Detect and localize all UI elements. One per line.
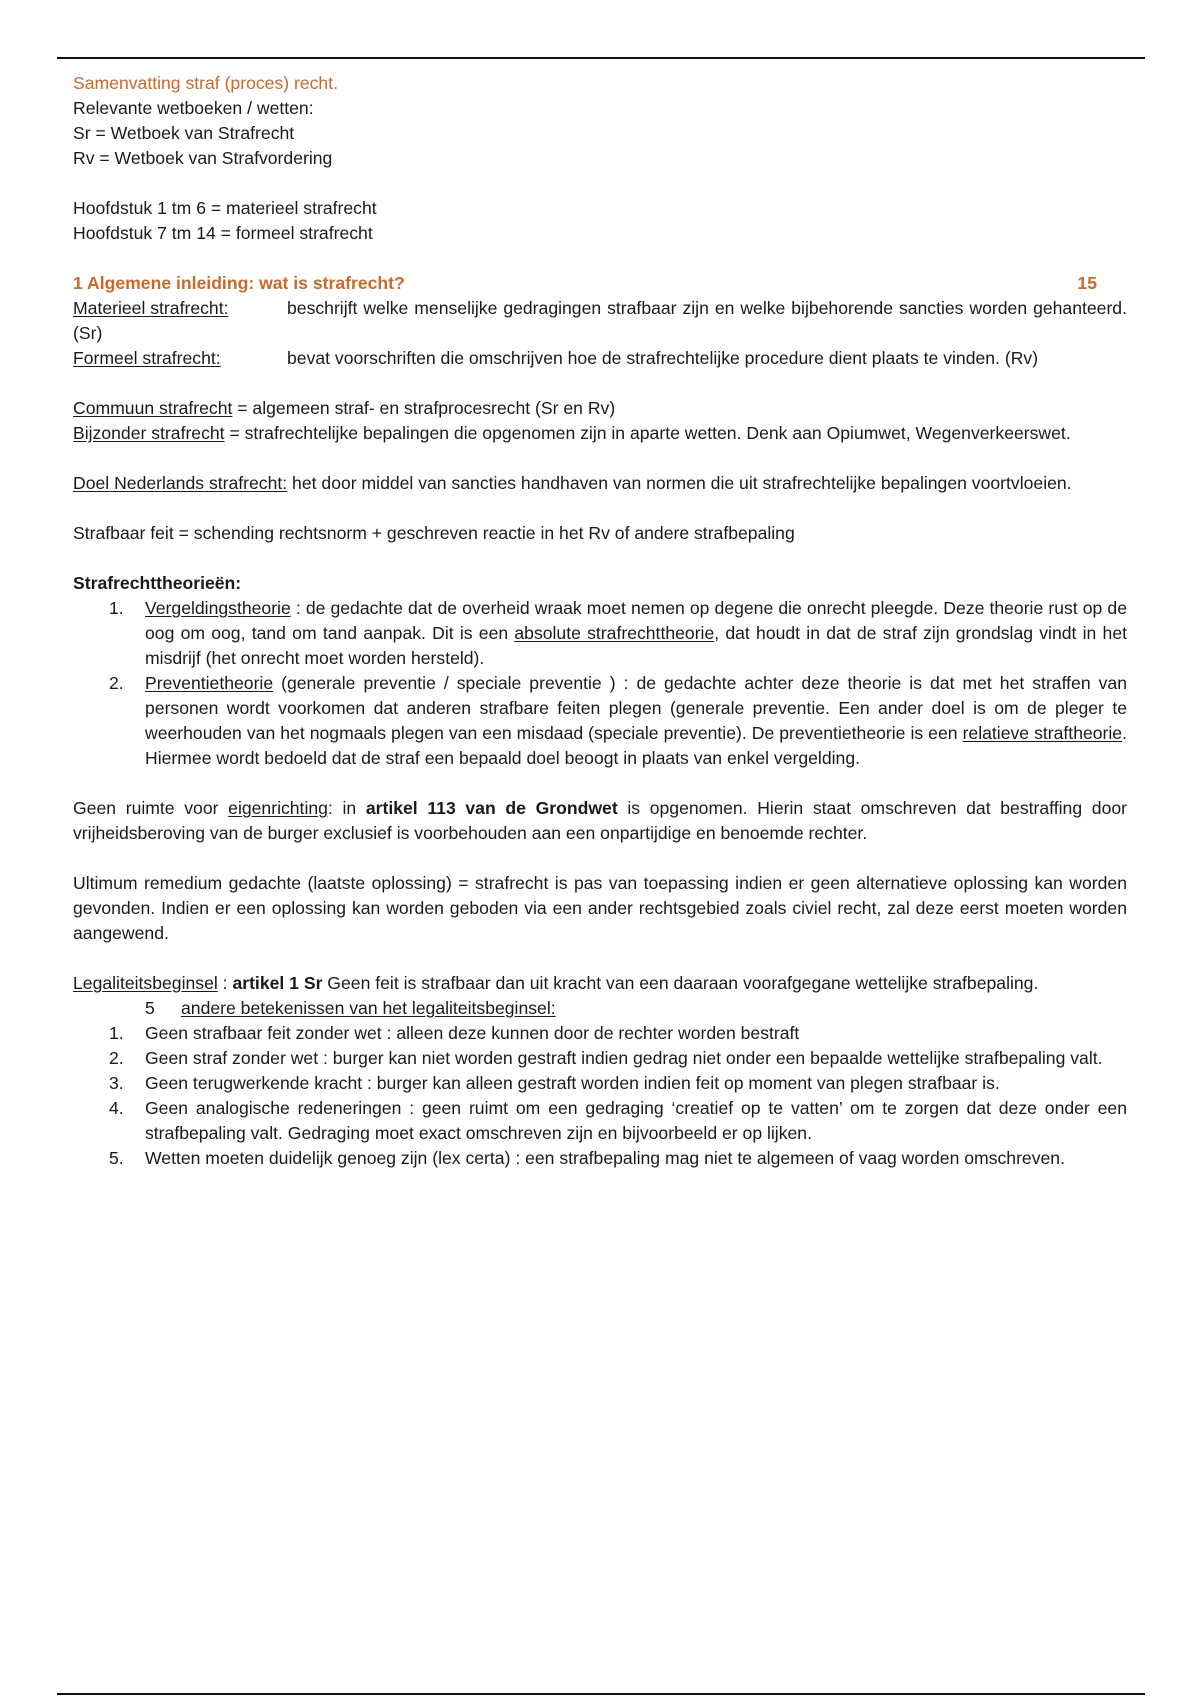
- term: Vergeldingstheorie: [145, 598, 291, 618]
- list-text: Geen analogische redeneringen : geen ruimt om een gedraging ‘creatief op te vatten’ om te zorgen dat deze onder een strafbepaling valt. Gedraging moet exact omschreven zijn en bijvoorbeeld er op lijken.: [145, 1098, 1127, 1143]
- list-number: 4.: [109, 1098, 124, 1118]
- paragraph-text: , dat houdt in dat de straf zijn grondslag vindt in het misdrijf (het onrecht moet worden hersteld).: [145, 623, 1127, 668]
- definition-formeel: [73, 346, 1127, 371]
- list-number: 1.: [109, 598, 124, 618]
- list-item: [73, 1096, 1127, 1146]
- list-number: 2.: [109, 1048, 124, 1068]
- definition-term: Materieel strafrecht:: [73, 298, 229, 318]
- list-item: [73, 1046, 1127, 1071]
- theories-list: [73, 596, 1127, 771]
- legaliteit-paragraph: [73, 971, 1127, 996]
- list-item: [73, 596, 1127, 671]
- section-title: 1 Algemene inleiding: wat is strafrecht?: [73, 273, 405, 293]
- document-page: [73, 71, 1127, 1171]
- paragraph-text: Geen ruimte voor: [73, 798, 229, 818]
- list-text: Geen straf zonder wet : burger kan niet worden gestraft indien gedrag niet onder een bepaalde wettelijke strafbepaling valt.: [145, 1048, 1103, 1068]
- list-item: [73, 671, 1127, 771]
- chapter-line: Hoofdstuk 1 tm 6 = materieel strafrecht: [73, 198, 377, 218]
- bold-reference: artikel 1 Sr: [232, 973, 323, 993]
- term: Doel Nederlands strafrecht:: [73, 473, 288, 493]
- paragraph-text: . Hiermee wordt bedoeld dat de straf een bepaald doel beoogt in plaats van enkel vergelding.: [145, 723, 1127, 768]
- theories-heading: Strafrechttheorieën:: [73, 573, 242, 593]
- paragraph-text: Geen feit is strafbaar dan uit kracht van een daaraan voorafgegane wettelijke strafbepaling.: [322, 973, 1039, 993]
- term: Legaliteitsbeginsel: [73, 973, 218, 993]
- definition-text: beschrijft welke menselijke gedragingen strafbaar zijn en welke bijbehorende sancties worden gehanteerd. (Sr): [73, 298, 1127, 343]
- commuun-paragraph: [73, 396, 1127, 421]
- list-text: Geen strafbaar feit zonder wet : alleen deze kunnen door de rechter worden bestraft: [145, 1023, 800, 1043]
- term: Bijzonder strafrecht: [73, 423, 225, 443]
- section-heading: [73, 271, 1127, 296]
- definition-materieel: [73, 296, 1127, 346]
- legaliteit-subheading: [73, 996, 1127, 1021]
- bold-reference: artikel 113 van de Grondwet: [365, 798, 618, 818]
- list-number: 2.: [109, 673, 124, 693]
- list-text: Geen terugwerkende kracht : burger kan alleen gestraft worden indien feit op moment van plegen strafbaar is.: [145, 1073, 1000, 1093]
- list-item: [73, 1146, 1127, 1171]
- chapter-line: Hoofdstuk 7 tm 14 = formeel strafrecht: [73, 223, 373, 243]
- list-number: 5: [145, 998, 155, 1018]
- paragraph-text: = algemeen straf- en strafprocesrecht (Sr en Rv): [232, 398, 616, 418]
- legaliteit-list: [73, 1021, 1127, 1171]
- list-number: 5.: [109, 1148, 124, 1168]
- bijzonder-paragraph: [73, 421, 1127, 446]
- term: eigenrichting: [228, 798, 328, 818]
- footer-rule: [57, 1693, 1145, 1695]
- strafbaar-feit-paragraph: Strafbaar feit = schending rechtsnorm + geschreven reactie in het Rv of andere strafbepaling: [73, 523, 795, 543]
- term: absolute strafrechttheorie: [514, 623, 715, 643]
- paragraph-text: : de gedachte dat de overheid wraak moet nemen op degene die onrecht pleegde. Deze theorie rust op de oog om oog, tand om tand aanpak. Dit is een: [145, 598, 1127, 643]
- paragraph-text: (generale preventie / speciale preventie ) : de gedachte achter deze theorie is dat met het straffen van personen wordt voorkomen dat anderen strafbare feiten plegen (generale preventie. Een ander doel is om de pleger te weerhouden van het nogmaals plegen van een misdaad (speciale preventie). De preventietheorie is een: [145, 673, 1127, 743]
- term: Commuun strafrecht: [73, 398, 233, 418]
- subheading-text: andere betekenissen van het legaliteitsbeginsel:: [181, 998, 556, 1018]
- ultimum-paragraph: Ultimum remedium gedachte (laatste oplossing) = strafrecht is pas van toepassing indien er geen alternatieve oplossing kan worden gevonden. Indien er een oplossing kan worden geboden via een ander rechtsgebied zoals civiel recht, zal deze eerst moeten worden aangewend.: [73, 873, 1127, 943]
- paragraph-text: het door middel van sancties handhaven van normen die uit strafrechtelijke bepalingen voortvloeien.: [287, 473, 1072, 493]
- term: relatieve straftheorie: [962, 723, 1123, 743]
- list-number: 3.: [109, 1073, 124, 1093]
- paragraph-text: = strafrechtelijke bepalingen die opgenomen zijn in aparte wetten. Denk aan Opiumwet, Wegenverkeerswet.: [224, 423, 1071, 443]
- header-rule: [57, 57, 1145, 59]
- term: Preventietheorie: [145, 673, 274, 693]
- paragraph-text: :: [217, 973, 233, 993]
- doel-paragraph: [73, 471, 1127, 496]
- intro-line: Relevante wetboeken / wetten:: [73, 98, 314, 118]
- eigenrichting-paragraph: [73, 796, 1127, 846]
- definition-text: bevat voorschriften die omschrijven hoe de strafrechtelijke procedure dient plaats te vinden. (Rv): [287, 348, 1039, 368]
- document-title: Samenvatting straf (proces) recht.: [73, 73, 338, 93]
- list-text: Wetten moeten duidelijk genoeg zijn (lex certa) : een strafbepaling mag niet te algemeen of vaag worden omschreven.: [145, 1148, 1065, 1168]
- paragraph-text: is opgenomen. Hierin staat omschreven dat bestraffing door vrijheidsberoving van de burger exclusief is voorbehouden aan een onpartijdige en benoemde rechter.: [73, 798, 1127, 843]
- intro-line: Rv = Wetboek van Strafvordering: [73, 148, 333, 168]
- list-item: [73, 1021, 1127, 1046]
- intro-line: Sr = Wetboek van Strafrecht: [73, 123, 295, 143]
- list-item: [73, 1071, 1127, 1096]
- list-number: 1.: [109, 1023, 124, 1043]
- paragraph-text: : in: [327, 798, 366, 818]
- section-page-number: 15: [1077, 273, 1097, 293]
- definition-term: Formeel strafrecht:: [73, 348, 221, 368]
